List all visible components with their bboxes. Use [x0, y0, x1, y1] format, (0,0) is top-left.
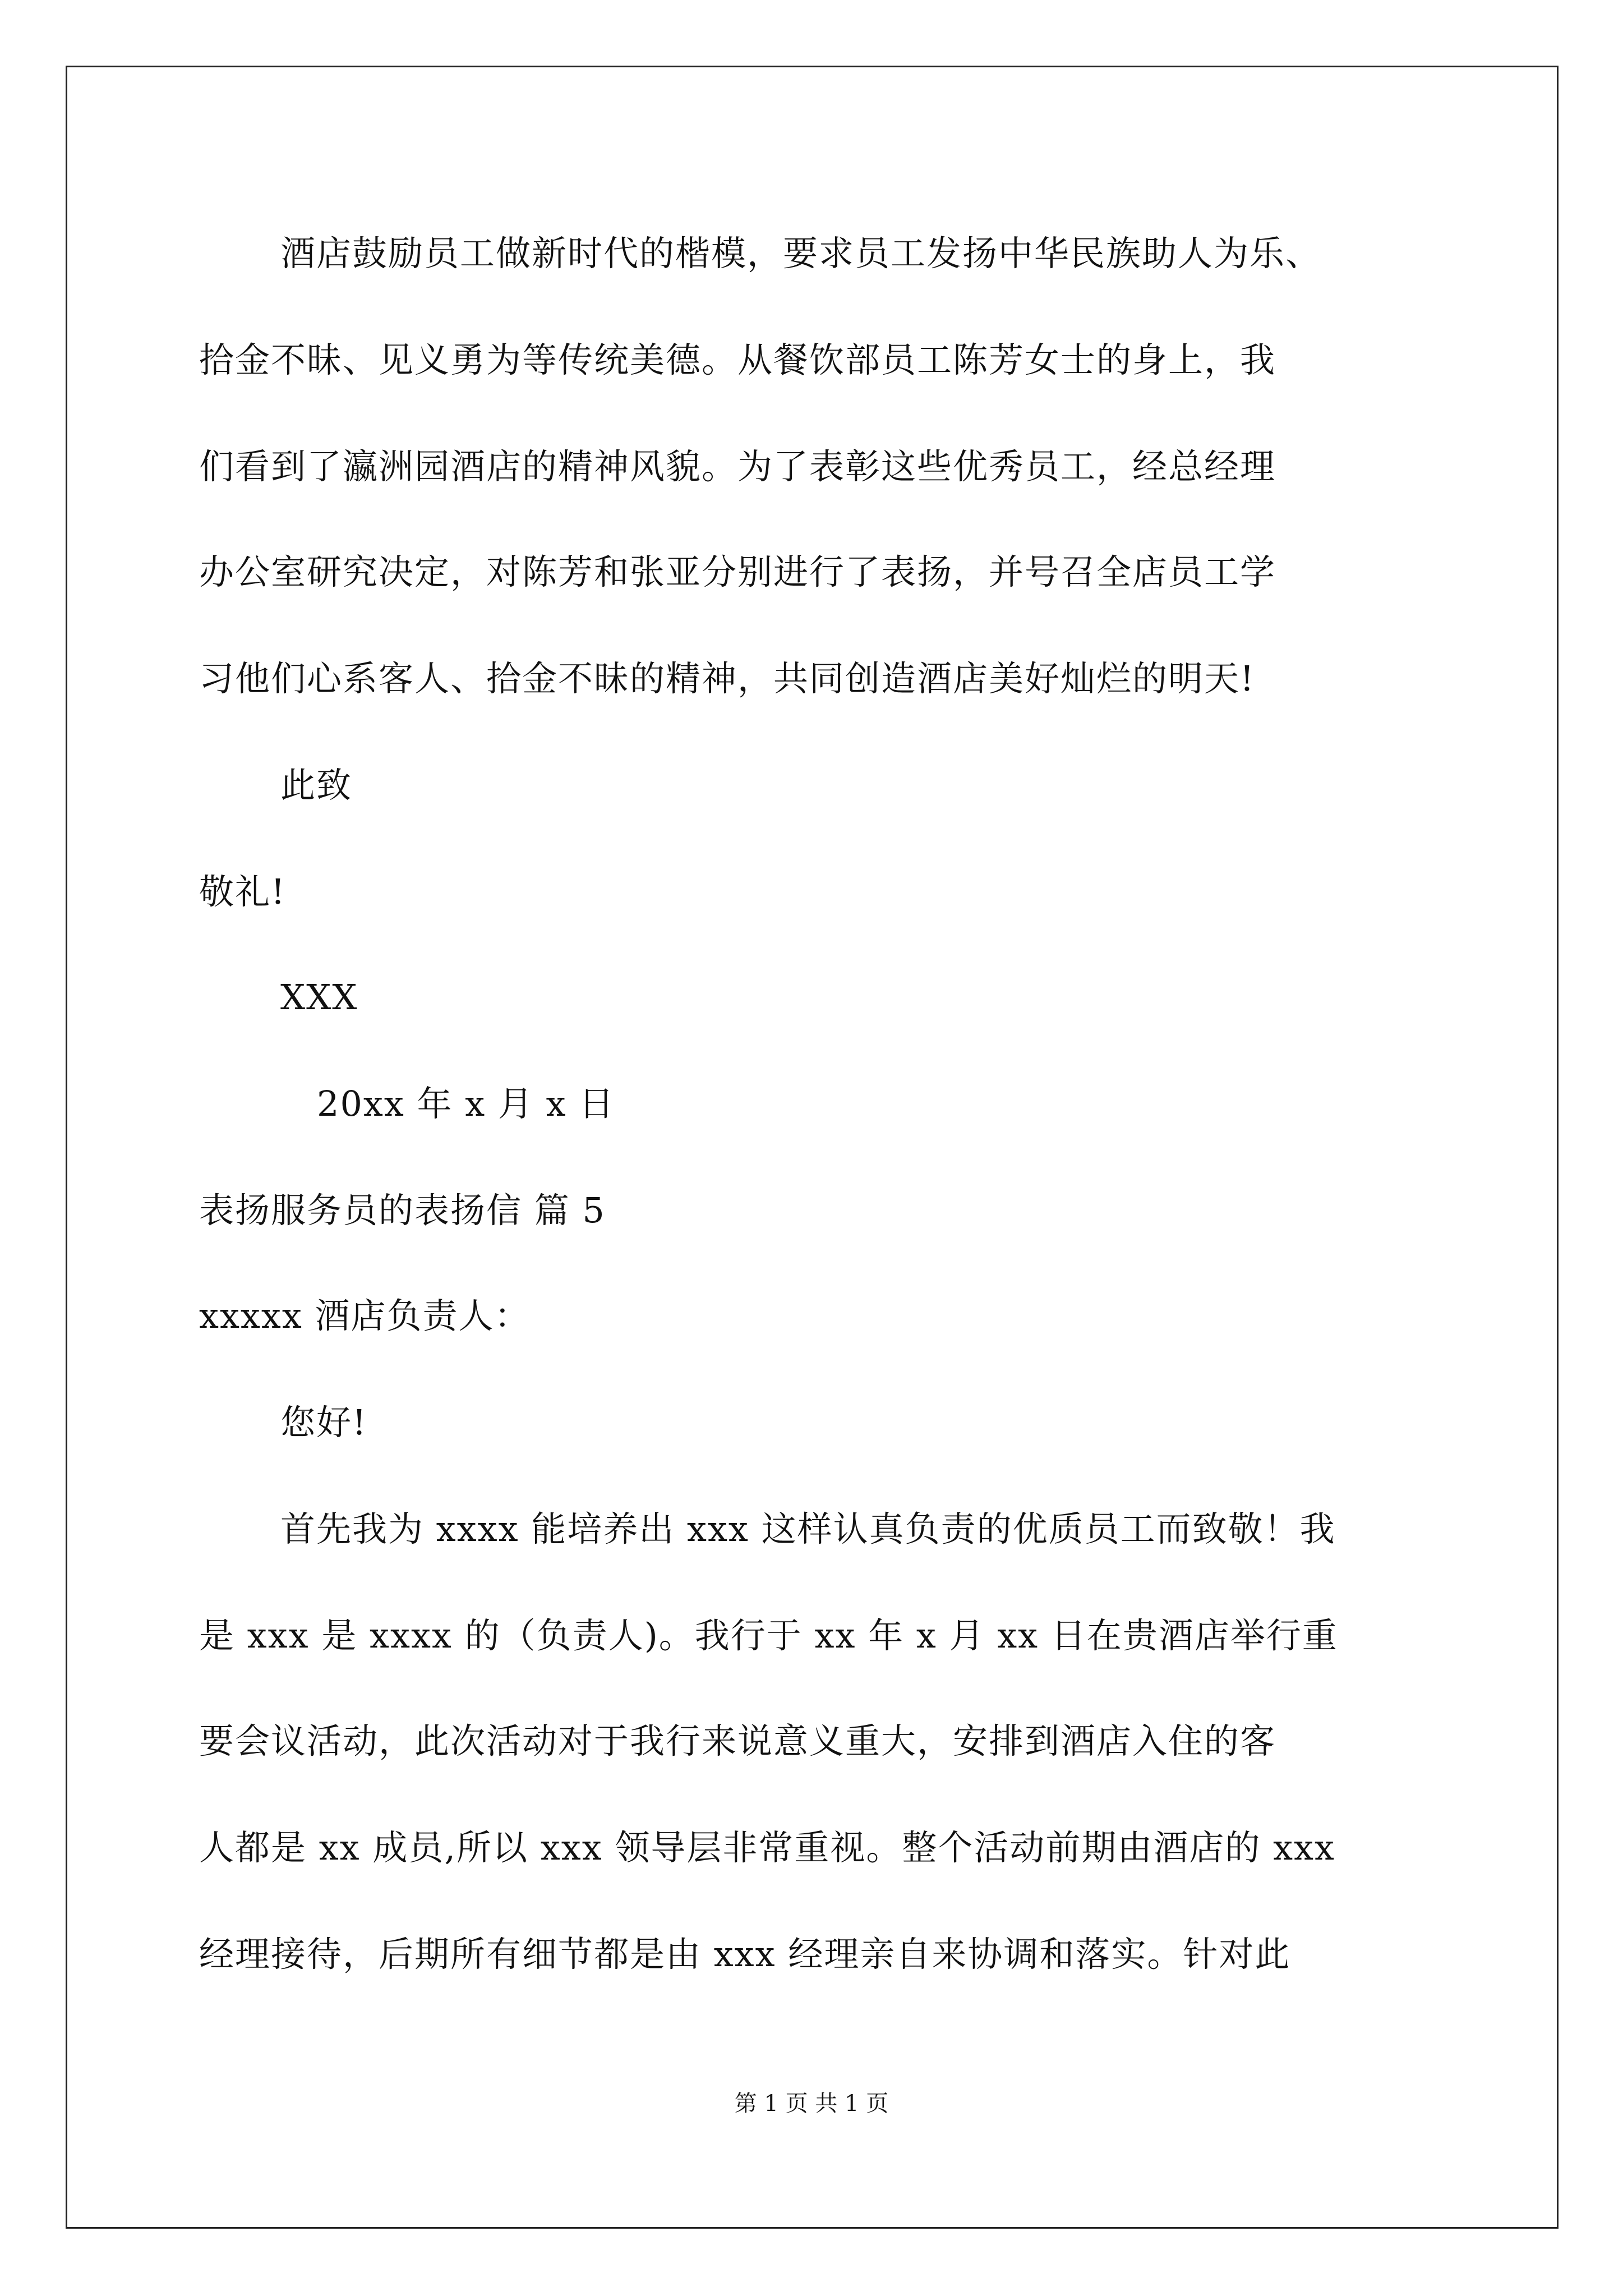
paragraph1-line-4: 办公室研究决定，对陈芳和张亚分别进行了表扬，并号召全店员工学 — [199, 551, 1276, 592]
paragraph1-line-1: 酒店鼓励员工做新时代的楷模，要求员工发扬中华民族助人为乐、 — [280, 233, 1322, 274]
page-footer: 第 1 页 共 1 页 — [734, 2091, 889, 2116]
paragraph1-line-5: 习他们心系客人、拾金不昧的精神，共同创造酒店美好灿烂的明天! — [199, 658, 1255, 699]
recipient: xxxxx 酒店负责人： — [199, 1295, 531, 1336]
paragraph2-line-5: 经理接待，后期所有细节都是由 xxx 经理亲自来协调和落实。针对此 — [199, 1934, 1291, 1975]
closing-jing-li: 敬礼! — [199, 871, 286, 912]
paragraph2-line-3: 要会议活动，此次活动对于我行来说意义重大，安排到酒店入住的客 — [199, 1720, 1276, 1761]
page-border — [66, 66, 1559, 2229]
paragraph2-line-4: 人都是 xx 成员,所以 xxx 领导层非常重视。整个活动前期由酒店的 xxx — [199, 1827, 1335, 1868]
signature: XXX — [280, 977, 358, 1018]
paragraph2-line-2: 是 xxx 是 xxxx 的（负责人)。我行于 xx 年 x 月 xx 日在贵酒店举行重 — [199, 1615, 1338, 1656]
paragraph2-line-1: 首先我为 xxxx 能培养出 xxx 这样认真负责的优质员工而致敬！我 — [280, 1508, 1336, 1549]
section-title: 表扬服务员的表扬信 篇 5 — [199, 1190, 606, 1231]
paragraph1-line-3: 们看到了瀛洲园酒店的精神风貌。为了表彰这些优秀员工，经总经理 — [199, 446, 1276, 487]
greeting: 您好! — [280, 1402, 367, 1443]
date: 20xx 年 x 月 x 日 — [317, 1083, 615, 1124]
paragraph1-line-2: 拾金不昧、见义勇为等传统美德。从餐饮部员工陈芳女士的身上，我 — [199, 339, 1276, 380]
closing-ci-zhi: 此致 — [280, 765, 353, 806]
